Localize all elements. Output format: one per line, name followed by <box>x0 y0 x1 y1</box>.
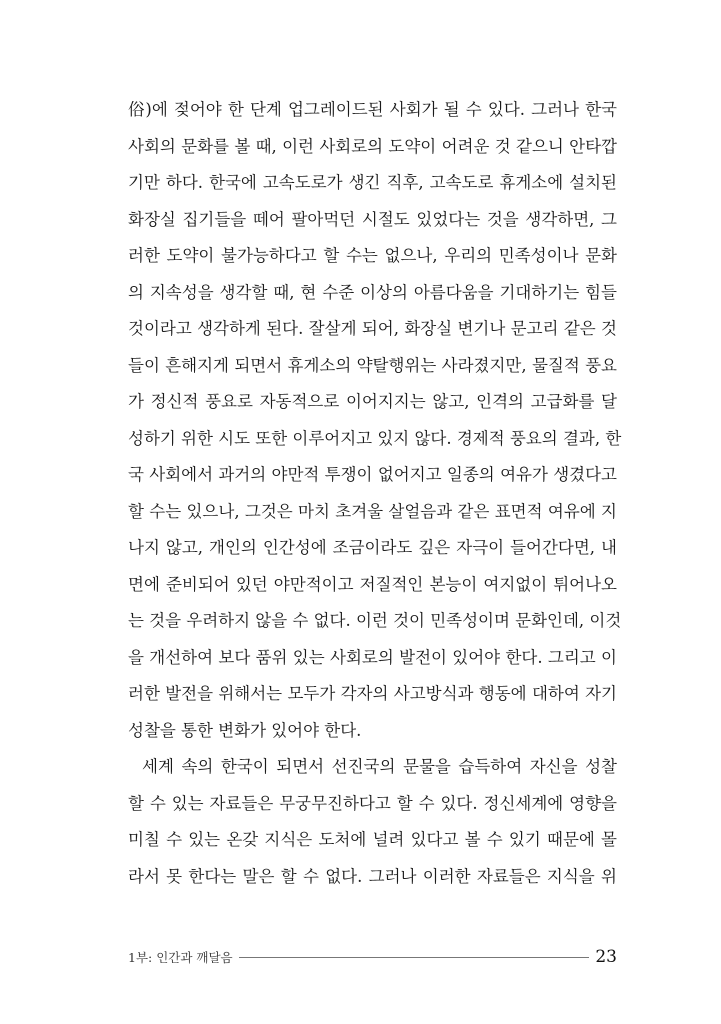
text-line: 할 수는 있으나, 그것은 마치 초겨울 살얼음과 같은 표면적 여유에 지 <box>128 501 617 521</box>
text-line: 성찰을 통한 변화가 있어야 한다. <box>128 720 362 740</box>
text-line: 미칠 수 있는 온갖 지식은 도처에 널려 있다고 볼 수 있기 때문에 몰 <box>128 830 617 849</box>
text-line: 성하기 위한 시도 또한 이루어지고 있지 않다. 경제적 풍요의 결과, 한 <box>128 428 622 448</box>
text-line: 들이 흔해지게 되면서 휴게소의 약탈행위는 사라졌지만, 물질적 풍요 <box>128 355 617 375</box>
text-line: 화장실 집기들을 떼어 팔아먹던 시절도 있었다는 것을 생각하면, 그 <box>128 209 617 229</box>
text-line: 을 개선하여 보다 품위 있는 사회로의 발전이 있어야 한다. 그리고 이 <box>128 647 617 667</box>
text-line: 가 정신적 풍요로 자동적으로 이어지지는 않고, 인격의 고급화를 달 <box>128 392 617 411</box>
text-line: 라서 못 한다는 말은 할 수 없다. 그러나 이러한 자료들은 지식을 위 <box>128 866 617 886</box>
text-line: 것이라고 생각하게 된다. 잘살게 되어, 화장실 변기나 문고리 같은 것 <box>128 319 617 338</box>
text-line: 면에 준비되어 있던 야만적이고 저질적인 본능이 여지없이 튀어나오 <box>128 574 617 594</box>
page-footer <box>128 947 617 967</box>
chapter-title: 1부: 인간과 깨달음 <box>128 950 233 965</box>
paragraph-start-line: 세계 속의 한국이 되면서 선진국의 문물을 습득하여 자신을 성찰 <box>142 757 617 776</box>
text-line: 러한 도약이 불가능하다고 할 수는 없으나, 우리의 민족성이나 문화 <box>128 246 617 265</box>
text-line: 사회의 문화를 볼 때, 이런 사회로의 도약이 어려운 것 같으니 안타깝 <box>128 136 617 156</box>
text-line: 의 지속성을 생각할 때, 현 수준 이상의 아름다움을 기대하기는 힘들 <box>128 282 617 302</box>
page-number: 23 <box>595 947 617 967</box>
text-line: 할 수 있는 자료들은 무궁무진하다고 할 수 있다. 정신세계에 영향을 <box>128 793 617 813</box>
footer-rule <box>239 957 590 958</box>
text-line: 는 것을 우려하지 않을 수 없다. 이런 것이 민족성이며 문화인데, 이것 <box>128 611 622 630</box>
text-line: 러한 발전을 위해서는 모두가 각자의 사고방식과 행동에 대하여 자기 <box>128 684 617 703</box>
text-line: 俗)에 젖어야 한 단계 업그레이드된 사회가 될 수 있다. 그러나 한국 <box>128 100 617 119</box>
body-text <box>128 92 622 895</box>
text-line: 나지 않고, 개인의 인간성에 조금이라도 깊은 자극이 들어간다면, 내 <box>128 538 617 557</box>
text-line: 국 사회에서 과거의 야만적 투쟁이 없어지고 일종의 여유가 생겼다고 <box>128 465 617 484</box>
text-line: 기만 하다. 한국에 고속도로가 생긴 직후, 고속도로 휴게소에 설치된 <box>128 173 617 192</box>
